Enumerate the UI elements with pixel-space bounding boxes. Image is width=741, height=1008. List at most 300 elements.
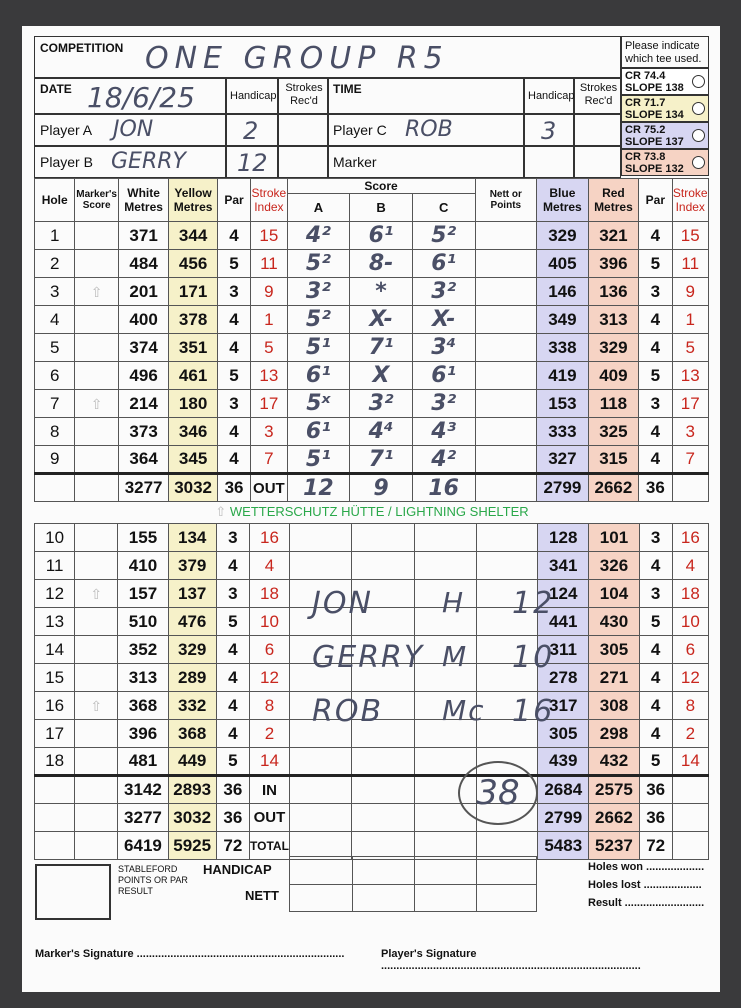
stroke-index-2: 13 xyxy=(672,362,708,390)
blue-metres: 317 xyxy=(538,692,589,720)
nett-points xyxy=(475,250,537,278)
hole-row xyxy=(35,552,709,580)
handwritten-result-row xyxy=(312,586,572,626)
hole-row xyxy=(35,222,709,250)
col-score: Score xyxy=(287,179,475,194)
handicap-footer-label: HANDICAP xyxy=(203,862,272,877)
stroke-index-2: 3 xyxy=(672,418,708,446)
hole-row xyxy=(35,278,709,306)
date-value: 18/6/25 xyxy=(87,81,195,114)
handwritten-name: JON xyxy=(312,586,373,621)
hole-row xyxy=(35,306,709,334)
yellow-metres: 345 xyxy=(169,446,218,474)
stroke-index-2: 2 xyxy=(672,720,708,748)
total-a xyxy=(290,804,352,832)
player-a-hcp: 2 xyxy=(243,117,259,145)
total-blank-3 xyxy=(672,804,708,832)
par-2: 3 xyxy=(639,390,672,418)
white-metres: 201 xyxy=(118,278,169,306)
white-metres: 484 xyxy=(118,250,169,278)
stroke-index-2: 6 xyxy=(672,636,708,664)
hole-row xyxy=(35,748,709,776)
player-a-name: JON xyxy=(113,117,154,142)
yellow-metres: 461 xyxy=(169,362,218,390)
blue-metres: 305 xyxy=(538,720,589,748)
marker-label: Marker xyxy=(333,154,377,170)
score-b: X- xyxy=(350,306,413,334)
score-c: 6¹ xyxy=(412,250,475,278)
total-blank xyxy=(35,776,75,804)
red-metres: 409 xyxy=(588,362,639,390)
par-2: 4 xyxy=(639,418,672,446)
tee-cr: CR 73.8 xyxy=(625,151,666,163)
score-b: 6¹ xyxy=(350,222,413,250)
hole-row xyxy=(35,446,709,474)
out-blank xyxy=(35,474,75,502)
stableford-box xyxy=(35,864,111,920)
front-nine-table xyxy=(34,178,709,502)
tee-option[interactable] xyxy=(621,122,709,149)
par-2: 4 xyxy=(639,306,672,334)
handwritten-mark: M xyxy=(442,640,469,673)
par-2: 5 xyxy=(639,250,672,278)
stroke-index: 8 xyxy=(249,692,289,720)
par-2: 5 xyxy=(639,748,672,776)
handwritten-pts: 10 xyxy=(512,640,555,675)
marker-score-cell xyxy=(75,664,118,692)
out-score-a: 12 xyxy=(287,474,350,502)
red-metres: 430 xyxy=(589,608,639,636)
white-metres: 313 xyxy=(118,664,168,692)
col-blue: Blue Metres xyxy=(537,179,589,222)
hole-number: 11 xyxy=(35,552,75,580)
par-2: 4 xyxy=(639,334,672,362)
tee-slope: SLOPE 137 xyxy=(625,136,684,148)
score-c: 3² xyxy=(412,278,475,306)
circled-total-value: 38 xyxy=(476,773,520,813)
blue-metres: 128 xyxy=(538,524,589,552)
player-c-row xyxy=(328,114,524,146)
lightning-shelter-note xyxy=(162,504,582,520)
player-a-label: Player A xyxy=(40,122,93,138)
red-metres: 326 xyxy=(589,552,639,580)
circled-total xyxy=(458,761,538,825)
handicap-label-a: Handicap xyxy=(230,90,277,102)
total-blue: 2799 xyxy=(538,804,589,832)
score-b xyxy=(352,748,414,776)
col-hole: Hole xyxy=(35,179,75,222)
score-c: X- xyxy=(412,306,475,334)
marker-score-cell xyxy=(75,446,118,474)
white-metres: 155 xyxy=(118,524,168,552)
total-par-2: 36 xyxy=(639,804,672,832)
nett-points xyxy=(475,306,537,334)
col-b: B xyxy=(350,194,413,222)
score-c: 6¹ xyxy=(412,362,475,390)
nett-points xyxy=(475,362,537,390)
col-stroke: Stroke Index xyxy=(251,179,287,222)
tee-cr: CR 71.7 xyxy=(625,97,666,109)
blue-metres: 153 xyxy=(537,390,589,418)
par-2: 4 xyxy=(639,692,672,720)
stroke-index: 4 xyxy=(249,552,289,580)
white-metres: 374 xyxy=(118,334,169,362)
hole-number: 5 xyxy=(35,334,75,362)
total-row xyxy=(35,804,709,832)
red-metres: 101 xyxy=(589,524,639,552)
score-b: * xyxy=(350,278,413,306)
player-b-row xyxy=(34,146,226,178)
blue-metres: 405 xyxy=(537,250,589,278)
total-blank-3 xyxy=(672,832,708,860)
total-blank-2 xyxy=(75,832,118,860)
total-par-2: 36 xyxy=(639,776,672,804)
blue-metres: 441 xyxy=(538,608,589,636)
marker-strokes-cell xyxy=(574,146,621,178)
footer-score-grid xyxy=(289,856,537,912)
total-label: OUT xyxy=(249,804,289,832)
yellow-metres: 378 xyxy=(169,306,218,334)
red-metres: 308 xyxy=(589,692,639,720)
stroke-index-2: 8 xyxy=(672,692,708,720)
stroke-index: 5 xyxy=(251,334,287,362)
hole-row xyxy=(35,362,709,390)
tee-option[interactable] xyxy=(621,95,709,122)
tee-note: Please indicate which tee used. xyxy=(625,40,702,65)
blue-metres: 146 xyxy=(537,278,589,306)
stroke-index: 12 xyxy=(249,664,289,692)
tee-option[interactable] xyxy=(621,149,709,176)
white-metres: 510 xyxy=(118,608,168,636)
blue-metres: 341 xyxy=(538,552,589,580)
total-red: 2575 xyxy=(589,776,639,804)
col-a: A xyxy=(287,194,350,222)
yellow-metres: 344 xyxy=(169,222,218,250)
score-a: 5¹ xyxy=(287,446,350,474)
marker-score-cell xyxy=(75,222,118,250)
yellow-metres: 289 xyxy=(168,664,216,692)
total-white: 3277 xyxy=(118,804,168,832)
hole-row xyxy=(35,390,709,418)
time-label: TIME xyxy=(333,82,362,96)
strokes-head-c xyxy=(574,78,621,114)
handwritten-pts: 12 xyxy=(512,586,555,621)
white-metres: 373 xyxy=(118,418,169,446)
marker-score-cell xyxy=(75,250,118,278)
total-label: IN xyxy=(249,776,289,804)
tee-radio-icon[interactable] xyxy=(692,102,705,115)
tee-option[interactable] xyxy=(621,68,709,95)
out-white: 3277 xyxy=(118,474,169,502)
handicap-head-a xyxy=(226,78,278,114)
marker-score-cell xyxy=(75,362,118,390)
hole-number: 14 xyxy=(35,636,75,664)
white-metres: 214 xyxy=(118,390,169,418)
footer-grid-v2 xyxy=(414,857,415,911)
score-a xyxy=(290,552,352,580)
footer-grid-mid xyxy=(290,884,536,885)
out-par: 36 xyxy=(217,474,250,502)
par-2: 4 xyxy=(639,446,672,474)
tee-radio-icon[interactable] xyxy=(692,75,705,88)
score-c: 4² xyxy=(412,446,475,474)
stroke-index-2: 4 xyxy=(672,552,708,580)
player-c-strokes-cell xyxy=(574,114,621,146)
score-b: 7¹ xyxy=(350,446,413,474)
yellow-metres: 332 xyxy=(168,692,216,720)
out-blank-2 xyxy=(75,474,118,502)
col-par: Par xyxy=(217,179,250,222)
shelter-arrow-icon: ⇧ xyxy=(90,697,103,714)
hole-row xyxy=(35,524,709,552)
total-a xyxy=(290,776,352,804)
red-metres: 396 xyxy=(588,250,639,278)
out-score-b: 9 xyxy=(350,474,413,502)
marker-hcp-cell xyxy=(524,146,574,178)
col-nett: Nett or Points xyxy=(475,179,537,222)
stroke-index-2: 16 xyxy=(672,524,708,552)
handicap-label-c: Handicap xyxy=(528,90,575,102)
date-box xyxy=(34,78,226,114)
out-nett xyxy=(475,474,537,502)
time-box xyxy=(328,78,524,114)
stroke-index: 18 xyxy=(249,580,289,608)
stableford-label: STABLEFORD POINTS OR PAR RESULT xyxy=(118,864,188,896)
white-metres: 396 xyxy=(118,720,168,748)
par-2: 3 xyxy=(639,278,672,306)
total-blank-2 xyxy=(75,776,118,804)
stroke-index: 16 xyxy=(249,524,289,552)
strokes-head-a xyxy=(278,78,328,114)
par-2: 4 xyxy=(639,664,672,692)
yellow-metres: 134 xyxy=(168,524,216,552)
player-c-name: ROB xyxy=(405,117,453,142)
red-metres: 271 xyxy=(589,664,639,692)
par: 3 xyxy=(216,580,249,608)
par: 5 xyxy=(216,608,249,636)
white-metres: 371 xyxy=(118,222,169,250)
handicap-head-c xyxy=(524,78,574,114)
score-a: 4² xyxy=(287,222,350,250)
shelter-arrow-icon: ⇧ xyxy=(90,585,103,602)
tee-radio-icon[interactable] xyxy=(692,156,705,169)
tee-slope: SLOPE 134 xyxy=(625,109,684,121)
marker-score-cell xyxy=(75,524,118,552)
score-a: 5² xyxy=(287,250,350,278)
score-a: 5² xyxy=(287,306,350,334)
white-metres: 496 xyxy=(118,362,169,390)
stroke-index-2: 12 xyxy=(672,664,708,692)
par-2: 4 xyxy=(639,636,672,664)
total-b xyxy=(352,804,414,832)
total-label: TOTAL xyxy=(249,832,289,860)
red-metres: 305 xyxy=(589,636,639,664)
tee-cr: CR 75.2 xyxy=(625,124,666,136)
tee-slope: SLOPE 138 xyxy=(625,82,684,94)
nett-points xyxy=(475,418,537,446)
par: 4 xyxy=(216,636,249,664)
score-c: 3² xyxy=(412,390,475,418)
stroke-index: 13 xyxy=(251,362,287,390)
yellow-metres: 456 xyxy=(169,250,218,278)
total-par-2: 72 xyxy=(639,832,672,860)
stroke-index: 10 xyxy=(249,608,289,636)
col-white: White Metres xyxy=(118,179,169,222)
competition-label: COMPETITION xyxy=(40,41,124,55)
player-b-name: GERRY xyxy=(111,149,186,174)
footer-grid-v1 xyxy=(352,857,353,911)
back-nine-table xyxy=(34,523,709,860)
out-blue: 2799 xyxy=(537,474,589,502)
competition-box xyxy=(34,36,621,78)
white-metres: 481 xyxy=(118,748,168,776)
score-a xyxy=(290,524,352,552)
handwritten-name: ROB xyxy=(312,694,384,729)
par: 4 xyxy=(217,306,250,334)
hole-number: 2 xyxy=(35,250,75,278)
red-metres: 118 xyxy=(588,390,639,418)
col-marker: Marker's Score xyxy=(75,179,118,222)
total-red: 5237 xyxy=(589,832,639,860)
yellow-metres: 180 xyxy=(169,390,218,418)
hole-row xyxy=(35,418,709,446)
par: 3 xyxy=(216,524,249,552)
blue-metres: 439 xyxy=(538,748,589,776)
par: 4 xyxy=(216,692,249,720)
score-c xyxy=(414,524,476,552)
col-par-2: Par xyxy=(639,179,672,222)
nett-points xyxy=(476,524,537,552)
score-b: 8- xyxy=(350,250,413,278)
par: 4 xyxy=(217,446,250,474)
shelter-icon: ⇧ xyxy=(215,504,227,519)
par-2: 5 xyxy=(639,608,672,636)
score-a: 3² xyxy=(287,278,350,306)
par: 3 xyxy=(217,390,250,418)
tee-slope: SLOPE 132 xyxy=(625,163,684,175)
stroke-index: 7 xyxy=(251,446,287,474)
red-metres: 329 xyxy=(588,334,639,362)
handwritten-result-row xyxy=(312,694,572,734)
holes-won: Holes won ................... xyxy=(588,861,705,873)
red-metres: 313 xyxy=(588,306,639,334)
par: 5 xyxy=(217,362,250,390)
stroke-index: 1 xyxy=(251,306,287,334)
col-red: Red Metres xyxy=(588,179,639,222)
hole-number: 3 xyxy=(35,278,75,306)
red-metres: 315 xyxy=(588,446,639,474)
par-2: 5 xyxy=(639,362,672,390)
col-stroke-2: Stroke Index xyxy=(672,179,708,222)
stroke-index-2: 11 xyxy=(672,250,708,278)
par-2: 3 xyxy=(639,580,672,608)
par: 4 xyxy=(217,222,250,250)
red-metres: 136 xyxy=(588,278,639,306)
stroke-index: 11 xyxy=(251,250,287,278)
player-b-label: Player B xyxy=(40,154,93,170)
player-b-hcp: 12 xyxy=(237,149,268,177)
total-blank xyxy=(35,804,75,832)
score-a: 6¹ xyxy=(287,418,350,446)
stroke-index-2: 10 xyxy=(672,608,708,636)
par: 4 xyxy=(216,552,249,580)
nett-points xyxy=(475,334,537,362)
par-2: 4 xyxy=(639,222,672,250)
stroke-index: 6 xyxy=(249,636,289,664)
out-par-2: 36 xyxy=(639,474,672,502)
par: 4 xyxy=(216,720,249,748)
total-par: 36 xyxy=(216,804,249,832)
red-metres: 104 xyxy=(589,580,639,608)
yellow-metres: 368 xyxy=(168,720,216,748)
player-b-strokes-cell xyxy=(278,146,328,178)
nett-footer-label: NETT xyxy=(245,888,279,903)
score-c: 4³ xyxy=(412,418,475,446)
score-b: X xyxy=(350,362,413,390)
blue-metres: 329 xyxy=(537,222,589,250)
score-c xyxy=(414,552,476,580)
stroke-index-2: 15 xyxy=(672,222,708,250)
player-a-row xyxy=(34,114,226,146)
total-white: 6419 xyxy=(118,832,168,860)
marker-signature: Marker's Signature .................................................................... xyxy=(35,948,345,960)
out-score-c: 16 xyxy=(412,474,475,502)
competition-value: ONE GROUP R5 xyxy=(145,41,449,76)
par-2: 4 xyxy=(639,720,672,748)
stroke-index-2: 14 xyxy=(672,748,708,776)
front-header-row xyxy=(35,179,709,194)
nett-points xyxy=(476,552,537,580)
tee-radio-icon[interactable] xyxy=(692,129,705,142)
par-2: 3 xyxy=(639,524,672,552)
nett-points xyxy=(475,390,537,418)
blue-metres: 124 xyxy=(538,580,589,608)
player-c-hcp-cell xyxy=(524,114,574,146)
red-metres: 325 xyxy=(588,418,639,446)
out-label: OUT xyxy=(251,474,287,502)
marker-score-cell xyxy=(75,552,118,580)
hole-number: 13 xyxy=(35,608,75,636)
hole-row xyxy=(35,250,709,278)
blue-metres: 338 xyxy=(537,334,589,362)
nett-points xyxy=(475,278,537,306)
white-metres: 400 xyxy=(118,306,169,334)
out-red: 2662 xyxy=(588,474,639,502)
tee-cr: CR 74.4 xyxy=(625,70,666,82)
yellow-metres: 351 xyxy=(169,334,218,362)
shelter-arrow-icon: ⇧ xyxy=(90,283,103,300)
blue-metres: 327 xyxy=(537,446,589,474)
stroke-index: 9 xyxy=(251,278,287,306)
red-metres: 321 xyxy=(588,222,639,250)
score-b xyxy=(352,552,414,580)
total-yellow: 3032 xyxy=(168,804,216,832)
marker-score-cell xyxy=(75,580,118,608)
handwritten-name: GERRY xyxy=(312,640,425,675)
col-yellow: Yellow Metres xyxy=(169,179,218,222)
total-blank-3 xyxy=(672,776,708,804)
total-yellow: 2893 xyxy=(168,776,216,804)
blue-metres: 333 xyxy=(537,418,589,446)
marker-score-cell xyxy=(75,306,118,334)
total-blank-2 xyxy=(75,804,118,832)
blue-metres: 278 xyxy=(538,664,589,692)
date-label: DATE xyxy=(40,82,72,96)
total-blank xyxy=(35,832,75,860)
out-row xyxy=(35,474,709,502)
score-c: 5² xyxy=(412,222,475,250)
white-metres: 364 xyxy=(118,446,169,474)
